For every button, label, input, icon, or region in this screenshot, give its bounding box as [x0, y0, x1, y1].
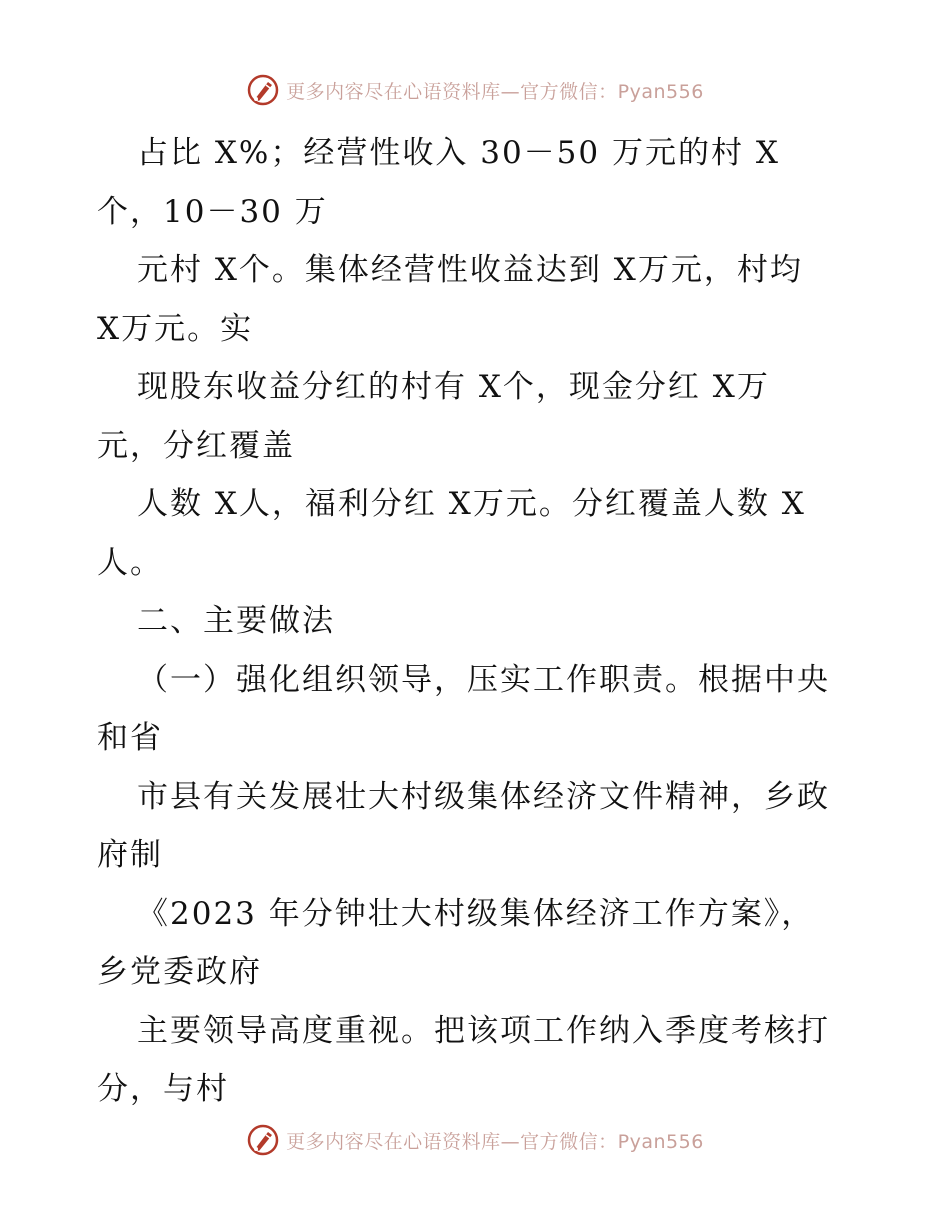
header-watermark [0, 70, 950, 110]
text-line: 府制 [97, 837, 163, 873]
pen-logo-icon [246, 73, 280, 107]
text-line: 二、主要做法 [137, 603, 335, 639]
text-line: 元，分红覆盖 [97, 427, 295, 464]
text-line: 主要领导高度重视。把该项工作纳入季度考核打 [137, 1012, 830, 1049]
watermark-text: 更多内容尽在心语资料库—官方微信：Pyan556 [286, 80, 704, 103]
text-line: 人数 X人，福利分红 X万元。分红覆盖人数 X [137, 486, 806, 522]
pen-logo-icon [246, 1123, 280, 1157]
text-line: X万元。实 [97, 310, 254, 347]
text-line: 人。 [97, 544, 163, 581]
footer-watermark [0, 1120, 950, 1160]
document-body [97, 124, 857, 1119]
text-line: 元村 X个。集体经营性收益达到 X万元，村均 [137, 252, 803, 288]
text-line: 现股东收益分红的村有 X个，现金分红 X万 [137, 369, 770, 405]
text-line: 分，与村 [97, 1071, 229, 1107]
text-line: 和省 [97, 720, 163, 756]
text-line: 《2023 年分钟壮大村级集体经济工作方案》， [137, 895, 815, 932]
watermark-text: 更多内容尽在心语资料库—官方微信：Pyan556 [286, 1130, 704, 1153]
text-line: 占比 X%；经营性收入 30－50 万元的村 X [137, 135, 780, 171]
text-line: （一）强化组织领导，压实工作职责。根据中央 [137, 661, 830, 698]
text-line: 市县有关发展壮大村级集体经济文件精神，乡政 [137, 778, 830, 815]
text-line: 乡党委政府 [97, 954, 262, 990]
text-line: 个，10－30 万 [97, 193, 328, 230]
